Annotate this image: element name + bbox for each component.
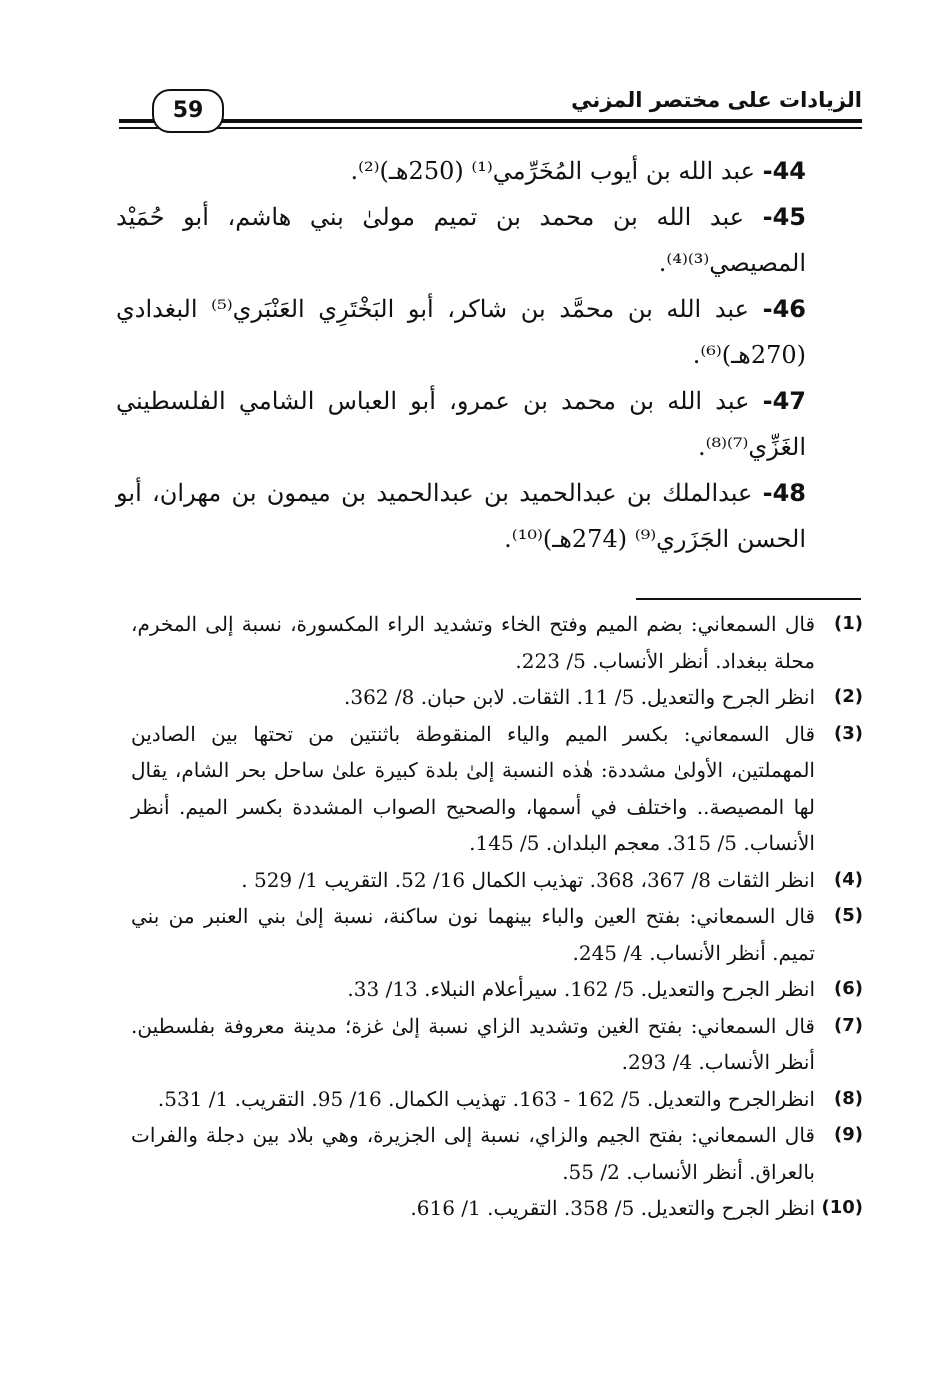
entry-text: عبد الله بن محمَّد بن شاكر، أبو البَخْتَرِي العَنْبَري⁽⁵⁾ البغدادي (270هـ)⁽⁶⁾. [116,295,806,369]
footnote-text: انظر الجرح والتعديل. 5/ 358. التقريب. 1/ 616. [410,1196,815,1220]
entry-text: عبد الله بن محمد بن عمرو، أبو العباس الشامي الفلسطيني الغَزِّي⁽⁷⁾⁽⁸⁾. [116,387,806,461]
footnote-number: (7) [834,1014,863,1036]
footnote-number: (9) [834,1124,863,1145]
page-number: 59 [152,89,224,133]
footnote-number: (8) [834,1087,863,1109]
footnote-number: (3) [834,722,863,744]
entry-number: 46- [762,295,807,323]
entry-number: 45- [762,203,806,231]
footnote-6 [131,971,863,1008]
entry-list [116,148,806,562]
footnote-number: (10) [821,1197,863,1218]
footnote-number: (5) [834,905,863,926]
page-header [0,0,949,140]
footnote-text: انظر الجرح والتعديل. 5/ 11. الثقات. لابن حبان. 8/ 362. [344,685,815,709]
footnote-9 [131,1117,863,1190]
footnote-10 [131,1190,863,1227]
entry-number: 44- [762,157,806,185]
footnote-1 [131,606,863,679]
footnote-text: انظر الثقات 8/ 367، 368. تهذيب الكمال 16/ 52. التقريب 1/ 529 . [241,867,815,892]
footnote-text: انظرالجرح والتعديل. 5/ 162 - 163. تهذيب الكمال. 16/ 95. التقريب. 1/ 531. [157,1086,815,1111]
footnote-2 [131,679,863,716]
entry-number: 47- [762,387,806,415]
footnote-5 [131,898,863,971]
entry-44 [116,148,806,194]
footnote-text: قال السمعاني: بفتح العين والباء بينهما نون ساكنة، نسبة إلىٰ بني العنبر من بني تميم. أنظر الأنساب. 4/ 245. [131,904,816,965]
footnote-number: (4) [834,868,863,890]
footnote-text: انظر الجرح والتعديل. 5/ 162. سيرأعلام النبلاء. 13/ 33. [347,977,815,1001]
footnote-list [131,606,863,1227]
footnote-text: قال السمعاني: بكسر الميم والياء المنقوطة باثنتين من تحتها بين الصادين المهملتين، الأولىٰ مشددة: هٰذه النسبة إلىٰ بلدة كبيرة علىٰ ساحل بحر الشام، يقال لها المصيصة.. واختلف في أسمها، والصحيح الصواب المشددة بكسر الميم. أنظر الأنساب. 5/ 315. معجم البلدان. 5/ 145. [131,721,815,855]
footnote-number: (1) [834,613,863,634]
footnote-text: قال السمعاني: بفتح الغين وتشديد الزاي نسبة إلىٰ غزة؛ مدينة معروفة بفلسطين. أنظر الأنساب. 4/ 293. [131,1013,815,1074]
entry-48 [116,470,806,562]
footnote-number: (6) [834,978,863,999]
entry-47 [116,378,806,470]
entry-text: عبد الله بن محمد بن تميم مولىٰ بني هاشم، أبو حُمَيْد المصيصي⁽³⁾⁽⁴⁾. [116,203,806,277]
entry-text: عبدالملك بن عبدالحميد بن عبدالحميد بن ميمون بن مهران، أبو الحسن الجَزَري⁽⁹⁾ (274هـ)⁽¹⁰⁾. [116,479,806,553]
footnote-number: (2) [834,686,863,707]
entry-number: 48- [762,479,807,507]
footnote-text: قال السمعاني: بضم الميم وفتح الخاء وتشديد الراء المكسورة، نسبة إلى المخرم، محلة ببغداد. أنظر الأنساب. 5/ 223. [131,612,816,673]
entry-45 [116,194,806,286]
footnote-separator [636,598,861,600]
header-rule-thin [119,127,862,129]
footnote-3 [131,716,863,862]
footnote-4 [131,862,863,899]
header-rule [119,119,862,123]
running-title: الزيادات على مختصر المزني [571,88,862,112]
footnote-7 [131,1008,863,1081]
footnote-8 [131,1081,863,1118]
entry-text: عبد الله بن أيوب المُخَرِّمي⁽¹⁾ (250هـ)⁽²⁾. [350,157,755,185]
footnote-text: قال السمعاني: بفتح الجيم والزاي، نسبة إلى الجزيرة، وهي بلاد بين دجلة والفرات بالعراق. أنظر الأنساب. 2/ 55. [131,1123,815,1184]
entry-46 [116,286,806,378]
